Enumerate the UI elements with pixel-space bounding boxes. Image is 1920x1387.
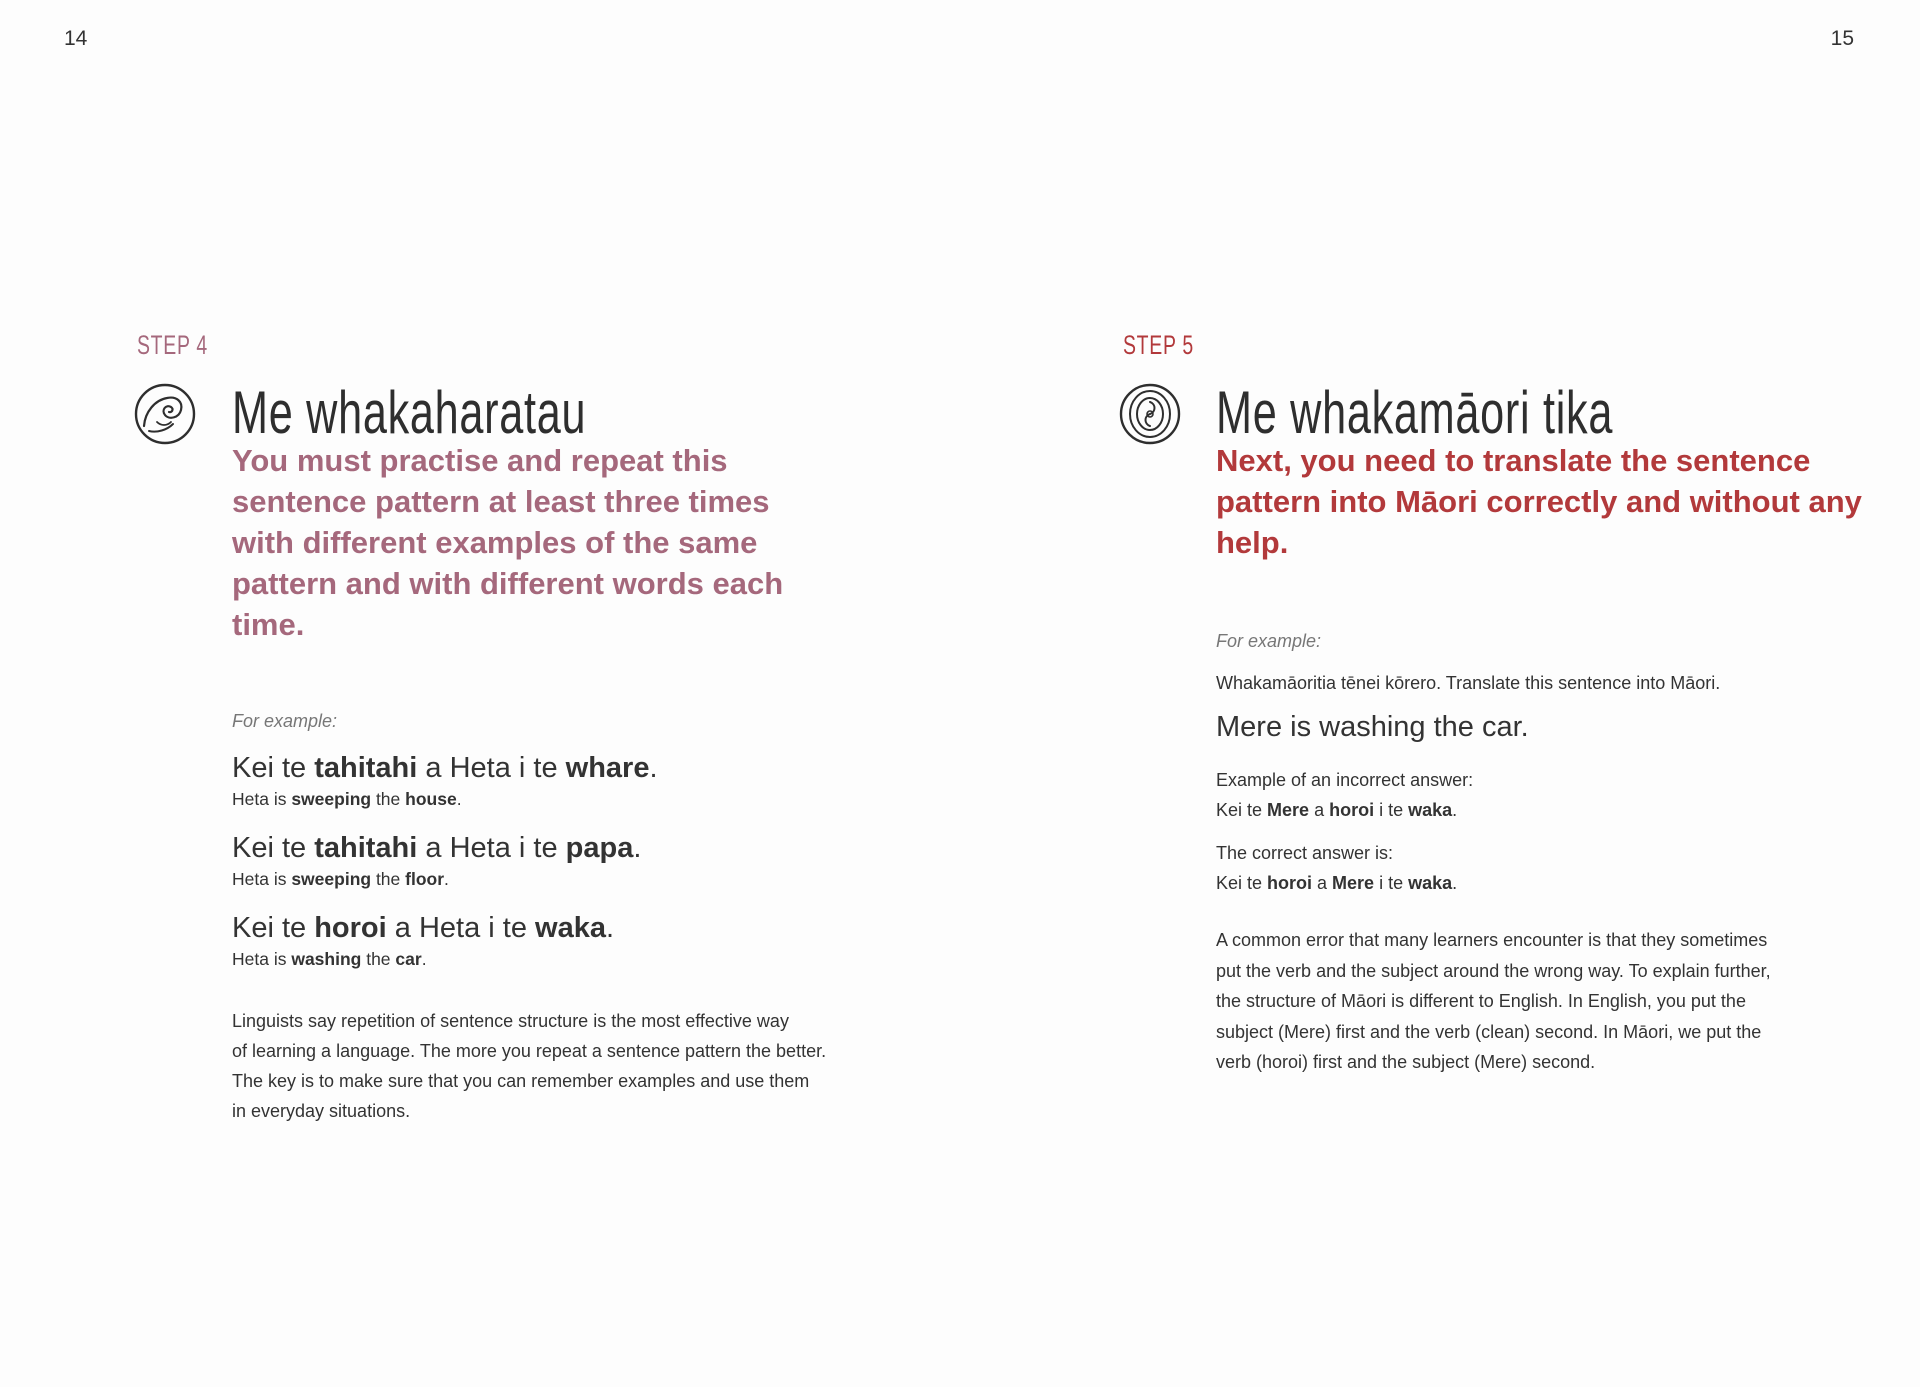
example-item (232, 752, 658, 810)
example-item (232, 912, 614, 970)
incorrect-answer-block (1216, 765, 1473, 825)
example-maori: Kei te tahitahi a Heta i te whare. (232, 752, 658, 784)
step-5-paragraph: A common error that many learners encounter is that they sometimes put the verb and the subject around the wrong way. To explain further, the structure of Māori is different to English. In English, you put the subject (Mere) first and the verb (clean) second. In Māori, we put the verb (horoi) first and the subject (Mere) second. (1216, 930, 1771, 1072)
concentric-spiral-icon (1118, 382, 1182, 446)
step-4-lead: You must practise and repeat this sentence pattern at least three times with different examples of the same pattern and with different words each time. (232, 443, 784, 642)
step-4-for-example: For example: (232, 711, 338, 731)
step-5-for-example: For example: (1216, 631, 1322, 651)
example-maori: Kei te tahitahi a Heta i te papa. (232, 832, 642, 864)
step-4-title: Me whakaharatau (232, 379, 587, 446)
page-number-right: 15 (1830, 27, 1854, 50)
correct-answer-label: The correct answer is: (1216, 843, 1394, 863)
example-english: Heta is washing the car. (232, 949, 427, 969)
step-5-label: STEP 5 (1123, 330, 1194, 360)
example-english: Heta is sweeping the floor. (232, 869, 449, 889)
step-5-lead: Next, you need to translate the sentence pattern into Māori correctly and without any help. (1216, 443, 1862, 560)
example-sentence: Mere is washing the car. (1216, 711, 1529, 743)
correct-answer: Kei te horoi a Mere i te waka. (1216, 873, 1458, 893)
translation-instruction: Whakamāoritia tēnei kōrero. Translate this sentence into Māori. (1216, 673, 1721, 693)
correct-answer-block (1216, 838, 1457, 898)
example-item (232, 832, 641, 890)
example-maori: Kei te horoi a Heta i te waka. (232, 912, 615, 944)
koru-spiral-icon (133, 382, 197, 446)
example-english: Heta is sweeping the house. (232, 789, 462, 809)
page-number-left: 14 (64, 27, 88, 50)
step-5-title: Me whakamāori tika (1216, 379, 1614, 446)
incorrect-answer-label: Example of an incorrect answer: (1216, 770, 1474, 790)
step-4-paragraph: Linguists say repetition of sentence structure is the most effective way of learning a language. The more you repeat a sentence pattern the better. The key is to make sure that you can remember examples and use them in everyday situations. (232, 1011, 827, 1121)
step-4-label: STEP 4 (137, 330, 208, 360)
incorrect-answer: Kei te Mere a horoi i te waka. (1216, 800, 1458, 820)
